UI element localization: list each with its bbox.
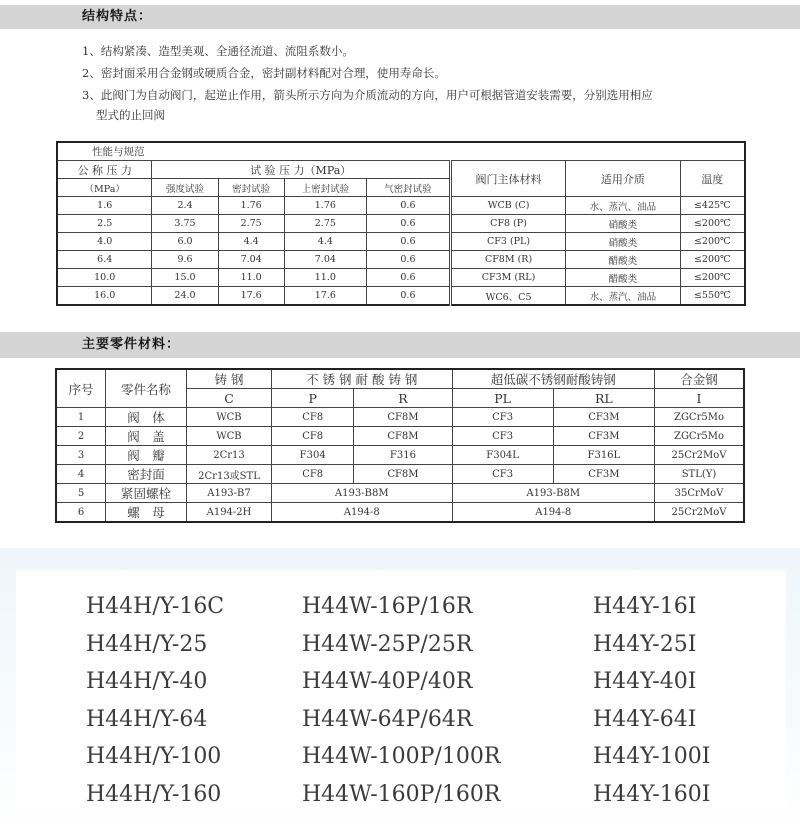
cell-material: CF8M (R) bbox=[450, 251, 565, 269]
model-label: H44W-16P/16R bbox=[302, 594, 473, 619]
feature-item: 3、此阀门为自动阀门，起逆止作用，箭头所示方向为介质流动的方向，用户可根据管道安装需要，分别选用相应 bbox=[82, 88, 653, 102]
model-label: H44Y-64I bbox=[593, 706, 697, 732]
table-row bbox=[57, 287, 745, 306]
code-i: I bbox=[655, 389, 745, 408]
cell-upper-seal: 7.04 bbox=[284, 251, 366, 269]
cell-medium: 醋酸类 bbox=[566, 251, 680, 269]
cell-material: CF8 (P) bbox=[450, 215, 565, 233]
cell-upper-seal: 2.75 bbox=[284, 215, 366, 233]
model-column-h44w bbox=[302, 588, 500, 813]
cell-part-name: 螺 母 bbox=[106, 503, 187, 523]
cell-part-name: 阀 盖 bbox=[106, 427, 187, 446]
header-stainless: 不 锈 钢 耐 酸 铸 钢 bbox=[272, 369, 453, 389]
cell-no: 4 bbox=[56, 465, 106, 484]
table-row bbox=[57, 215, 745, 233]
features-list bbox=[82, 40, 782, 126]
model-label: H44Y-100I bbox=[593, 744, 711, 769]
code-rl: RL bbox=[553, 389, 654, 408]
cell-i: STL(Y) bbox=[655, 465, 745, 484]
cell-gas-seal: 0.6 bbox=[366, 287, 450, 306]
cell-strength: 6.0 bbox=[152, 233, 218, 251]
table-row bbox=[57, 233, 745, 251]
header-part-name: 零件名称 bbox=[106, 369, 187, 408]
table-row bbox=[56, 465, 744, 484]
header-seal-test: 密封试验 bbox=[218, 179, 284, 197]
cell-material: CF3 (PL) bbox=[450, 233, 565, 251]
cell-seal: 4.4 bbox=[218, 233, 284, 251]
model-label: H44H/Y-16C bbox=[86, 594, 225, 619]
header-ultra-low-carbon: 超低碳不锈钢耐酸铸钢 bbox=[452, 369, 655, 389]
cell-strength: 2.4 bbox=[152, 197, 218, 215]
cell-temp: ≤550℃ bbox=[680, 287, 745, 306]
cell-stainless-merged: A194-8 bbox=[272, 503, 453, 523]
table-row bbox=[56, 484, 744, 503]
model-label: H44H/Y-64 bbox=[86, 706, 208, 732]
cell-i: 25Cr2MoV bbox=[655, 503, 745, 523]
cell-r: CF8M bbox=[354, 408, 452, 427]
code-p: P bbox=[272, 389, 354, 408]
performance-table bbox=[56, 141, 746, 306]
cell-nominal: 16.0 bbox=[57, 287, 152, 306]
cell-ultra-low-merged: A193-B8M bbox=[452, 484, 655, 503]
table-row bbox=[57, 269, 745, 287]
model-label: H44H/Y-40 bbox=[86, 669, 208, 694]
cell-c: WCB bbox=[187, 408, 272, 427]
cell-material: CF3M (RL) bbox=[450, 269, 565, 287]
cell-rl: F316L bbox=[553, 446, 654, 465]
cell-medium: 醋酸类 bbox=[566, 269, 680, 287]
cell-p: F304 bbox=[272, 446, 354, 465]
cell-gas-seal: 0.6 bbox=[366, 215, 450, 233]
model-column-h44h bbox=[86, 588, 224, 813]
model-column-h44y bbox=[593, 588, 710, 813]
model-label: H44W-64P/64R bbox=[302, 706, 473, 732]
cell-rl: CF3M bbox=[553, 427, 654, 446]
code-r: R bbox=[354, 389, 452, 408]
performance-caption: 性能与规范 bbox=[57, 142, 450, 161]
table-row bbox=[56, 503, 744, 523]
cell-gas-seal: 0.6 bbox=[366, 251, 450, 269]
cell-c: A193-B7 bbox=[187, 484, 272, 503]
cell-material: WC6、C5 bbox=[450, 287, 565, 306]
cell-c: A194-2H bbox=[187, 503, 272, 523]
cell-pl: F304L bbox=[452, 446, 553, 465]
performance-caption-blank bbox=[450, 142, 745, 161]
cell-r: F316 bbox=[354, 446, 452, 465]
cell-p: CF8 bbox=[272, 427, 354, 446]
table-row bbox=[57, 197, 745, 215]
model-label: H44Y-25I bbox=[593, 631, 697, 657]
cell-pl: CF3 bbox=[452, 427, 553, 446]
feature-item: 1、结构紧凑、造型美观、全通径流道、流阻系数小。 bbox=[82, 44, 354, 58]
code-c: C bbox=[187, 389, 272, 408]
cell-no: 2 bbox=[56, 427, 106, 446]
cell-part-name: 紧固螺栓 bbox=[106, 484, 187, 503]
header-nominal-pressure: 公 称 压 力 bbox=[57, 161, 152, 179]
model-label: H44W-100P/100R bbox=[302, 744, 501, 769]
cell-rl: CF3M bbox=[553, 465, 654, 484]
table-row bbox=[57, 251, 745, 269]
cell-i: 25Cr2MoV bbox=[655, 446, 745, 465]
cell-stainless-merged: A193-B8M bbox=[272, 484, 453, 503]
cell-gas-seal: 0.6 bbox=[366, 233, 450, 251]
header-strength-test: 强度试验 bbox=[152, 179, 218, 197]
model-label: H44Y-160I bbox=[593, 781, 711, 807]
cell-upper-seal: 4.4 bbox=[284, 233, 366, 251]
cell-material: WCB (C) bbox=[450, 197, 565, 215]
cell-p: CF8 bbox=[272, 465, 354, 484]
cell-i: 35CrMoV bbox=[655, 484, 745, 503]
cell-rl: CF3M bbox=[553, 408, 654, 427]
cell-part-name: 阀 体 bbox=[106, 408, 187, 427]
cell-nominal: 4.0 bbox=[57, 233, 152, 251]
cell-upper-seal: 17.6 bbox=[284, 287, 366, 306]
cell-temp: ≤200℃ bbox=[680, 215, 745, 233]
cell-ultra-low-merged: A194-8 bbox=[452, 503, 655, 523]
cell-seal: 11.0 bbox=[218, 269, 284, 287]
cell-c: WCB bbox=[187, 427, 272, 446]
cell-seal: 7.04 bbox=[218, 251, 284, 269]
cell-medium: 水、蒸汽、油品 bbox=[566, 287, 680, 306]
cell-nominal: 6.4 bbox=[57, 251, 152, 269]
cell-c: 2Cr13或STL bbox=[187, 465, 272, 484]
model-label: H44Y-16I bbox=[593, 594, 697, 619]
header-medium: 适用介质 bbox=[566, 161, 680, 197]
cell-gas-seal: 0.6 bbox=[366, 197, 450, 215]
model-label: H44W-160P/160R bbox=[302, 781, 501, 807]
cell-i: ZGCr5Mo bbox=[655, 427, 745, 446]
cell-seal: 2.75 bbox=[218, 215, 284, 233]
cell-pl: CF3 bbox=[452, 408, 553, 427]
cell-part-name: 阀 瓣 bbox=[106, 446, 187, 465]
cell-temp: ≤200℃ bbox=[680, 269, 745, 287]
cell-nominal: 2.5 bbox=[57, 215, 152, 233]
header-temperature: 温度 bbox=[680, 161, 745, 197]
cell-r: CF8M bbox=[354, 465, 452, 484]
table-row bbox=[56, 427, 744, 446]
cell-medium: 硝酸类 bbox=[566, 215, 680, 233]
cell-strength: 24.0 bbox=[152, 287, 218, 306]
cell-no: 6 bbox=[56, 503, 106, 523]
cell-upper-seal: 1.76 bbox=[284, 197, 366, 215]
model-label: H44H/Y-100 bbox=[86, 744, 222, 769]
header-cast-steel: 铸 钢 bbox=[187, 369, 272, 389]
header-alloy-steel: 合金钢 bbox=[655, 369, 745, 389]
cell-p: CF8 bbox=[272, 408, 354, 427]
cell-no: 5 bbox=[56, 484, 106, 503]
feature-item-continuation: 型式的止回阀 bbox=[96, 108, 165, 122]
header-no: 序号 bbox=[56, 369, 106, 408]
cell-strength: 15.0 bbox=[152, 269, 218, 287]
model-label: H44W-40P/40R bbox=[302, 669, 473, 694]
cell-temp: ≤200℃ bbox=[680, 233, 745, 251]
header-upper-seal-test: 上密封试验 bbox=[284, 179, 366, 197]
table-row bbox=[56, 446, 744, 465]
parts-material-table bbox=[55, 368, 745, 523]
cell-gas-seal: 0.6 bbox=[366, 269, 450, 287]
cell-temp: ≤425℃ bbox=[680, 197, 745, 215]
header-test-pressure: 试 验 压 力（MPa） bbox=[152, 161, 450, 179]
cell-r: CF8M bbox=[354, 427, 452, 446]
model-label: H44H/Y-160 bbox=[86, 781, 222, 807]
cell-part-name: 密封面 bbox=[106, 465, 187, 484]
cell-i: ZGCr5Mo bbox=[655, 408, 745, 427]
parts-section-title: 主要零件材料： bbox=[0, 332, 800, 358]
cell-strength: 9.6 bbox=[152, 251, 218, 269]
cell-seal: 1.76 bbox=[218, 197, 284, 215]
header-nominal-unit: （MPa） bbox=[57, 179, 152, 197]
cell-no: 3 bbox=[56, 446, 106, 465]
cell-pl: CF3 bbox=[452, 465, 553, 484]
header-gas-seal-test: 气密封试验 bbox=[366, 179, 450, 197]
cell-no: 1 bbox=[56, 408, 106, 427]
cell-strength: 3.75 bbox=[152, 215, 218, 233]
cell-medium: 水、蒸汽、油品 bbox=[566, 197, 680, 215]
features-section-title: 结构特点： bbox=[0, 5, 800, 29]
cell-nominal: 1.6 bbox=[57, 197, 152, 215]
model-label: H44W-25P/25R bbox=[302, 631, 473, 657]
model-label: H44Y-40I bbox=[593, 669, 697, 694]
cell-seal: 17.6 bbox=[218, 287, 284, 306]
cell-temp: ≤200℃ bbox=[680, 251, 745, 269]
table-row bbox=[56, 408, 744, 427]
code-pl: PL bbox=[452, 389, 553, 408]
cell-medium: 硝酸类 bbox=[566, 233, 680, 251]
feature-item: 2、密封面采用合金钢或硬质合金，密封副材料配对合理，使用寿命长。 bbox=[82, 66, 446, 80]
cell-upper-seal: 11.0 bbox=[284, 269, 366, 287]
cell-nominal: 10.0 bbox=[57, 269, 152, 287]
cell-c: 2Cr13 bbox=[187, 446, 272, 465]
model-label: H44H/Y-25 bbox=[86, 631, 208, 657]
header-body-material: 阀门主体材料 bbox=[450, 161, 565, 197]
